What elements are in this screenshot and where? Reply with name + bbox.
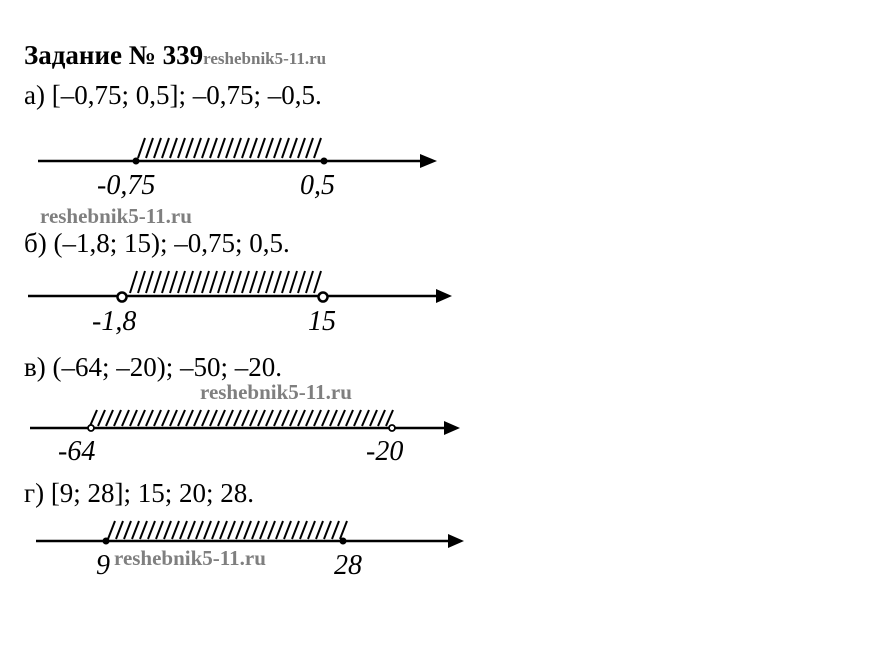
hatch-stroke — [292, 521, 299, 539]
label-left-a: -0,75 — [97, 170, 156, 201]
label-right-a: 0,5 — [300, 170, 335, 201]
hatch-stroke — [188, 521, 195, 539]
hatch-stroke — [164, 521, 171, 539]
task-a-text: а) [–0,75; 0,5]; –0,75; –0,5. — [24, 80, 322, 110]
hatch-stroke — [156, 521, 163, 539]
endpoint-left-d — [103, 538, 110, 545]
hatch-stroke — [332, 521, 339, 539]
hatch-stroke — [268, 521, 275, 539]
label-left-b: -1,8 — [92, 306, 137, 337]
hatch-stroke — [140, 521, 147, 539]
hatch-stroke — [172, 521, 179, 539]
hatch-stroke — [308, 521, 315, 539]
hatch-stroke — [124, 521, 131, 539]
hatch-stroke — [284, 521, 291, 539]
title-watermark: reshebnik5-11.ru — [203, 49, 327, 68]
watermark-1: reshebnik5-11.ru — [40, 204, 192, 228]
hatch-stroke — [244, 521, 251, 539]
hatch-stroke — [148, 521, 155, 539]
hatch-stroke — [276, 521, 283, 539]
task-b-text: б) (–1,8; 15); –0,75; 0,5. — [24, 228, 290, 258]
hatch-stroke — [340, 521, 347, 539]
watermark-2: reshebnik5-11.ru — [200, 380, 352, 404]
hatch-stroke — [300, 521, 307, 539]
label-left-d: 9 — [96, 550, 110, 581]
hatch-stroke — [228, 521, 235, 539]
hatch-stroke — [260, 521, 267, 539]
task-d-text: г) [9; 28]; 15; 20; 28. — [24, 478, 255, 508]
hatch-stroke — [196, 521, 203, 539]
label-right-d: 28 — [334, 550, 362, 581]
task-c-text: в) (–64; –20); –50; –20. — [24, 352, 282, 382]
endpoint-right-d — [340, 538, 347, 545]
label-left-c: -64 — [58, 436, 96, 467]
label-right-c: -20 — [366, 436, 404, 467]
hatch-stroke — [324, 521, 331, 539]
hatch-stroke — [108, 521, 115, 539]
hatch-stroke — [236, 521, 243, 539]
hatch-stroke — [132, 521, 139, 539]
hatch-region-d — [108, 521, 347, 539]
hatch-stroke — [220, 521, 227, 539]
label-right-b: 15 — [308, 306, 336, 337]
hatch-stroke — [316, 521, 323, 539]
hatch-stroke — [116, 521, 123, 539]
hatch-stroke — [252, 521, 259, 539]
title-text: Задание № 339 — [24, 40, 204, 70]
hatch-stroke — [212, 521, 219, 539]
hatch-stroke — [180, 521, 187, 539]
hatch-stroke — [204, 521, 211, 539]
watermark-3: reshebnik5-11.ru — [114, 546, 266, 570]
